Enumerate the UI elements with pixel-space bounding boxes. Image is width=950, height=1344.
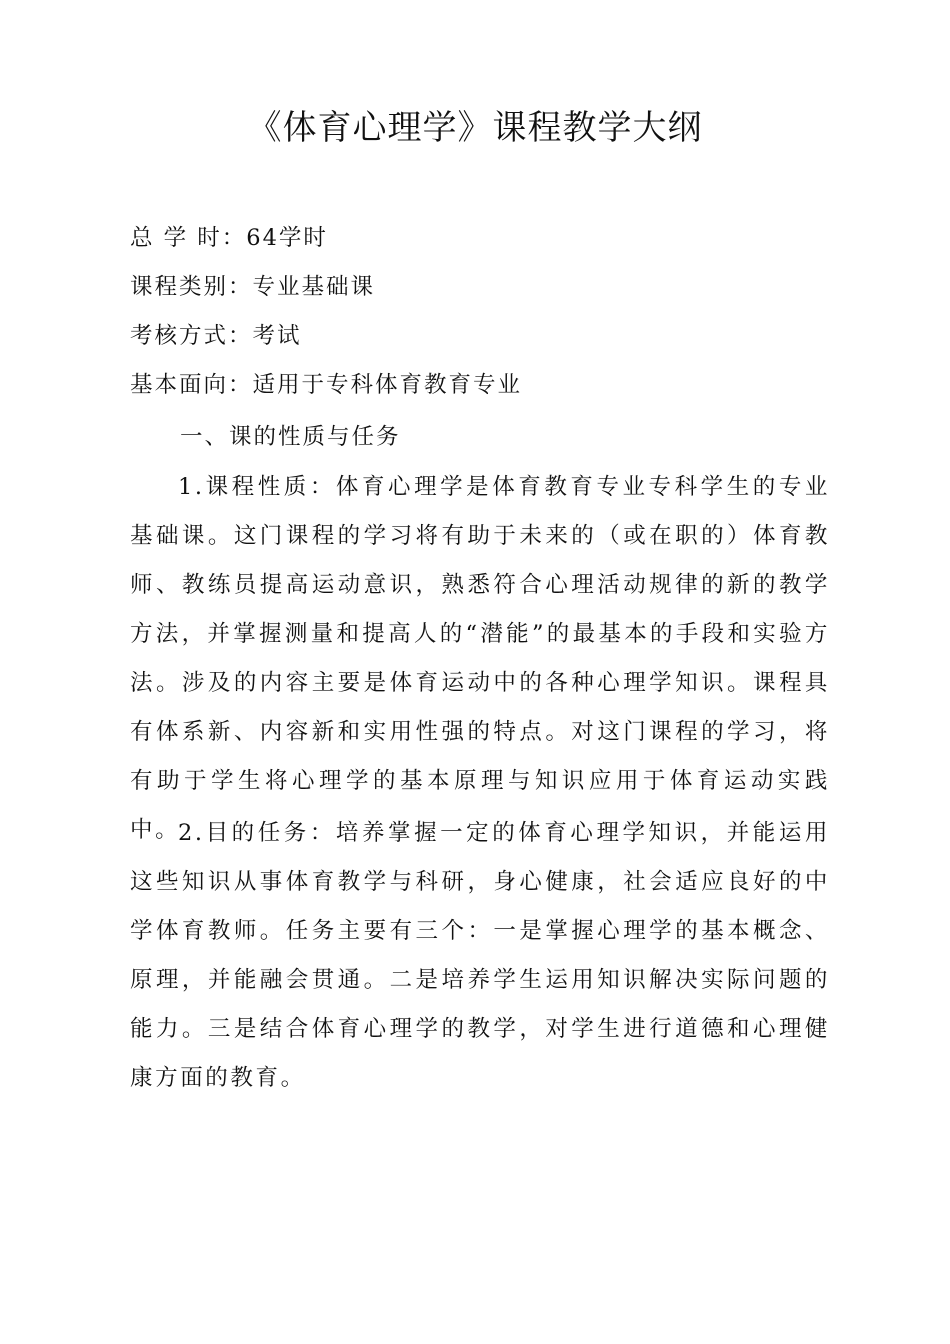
document-title: 《体育心理学》课程教学大纲 (247, 108, 703, 148)
meta-course-category: 课程类别：专业基础课 (130, 274, 376, 300)
course-meta (130, 214, 830, 410)
meta-target-audience: 基本面向：适用于专科体育教育专业 (130, 372, 523, 398)
section-heading: 一、课的性质与任务 (180, 424, 401, 450)
paragraph-course-nature: 1.课程性质：体育心理学是体育教育专业专科学生的专业基础课。这门课程的学习将有助于未来的（或在职的）体育教师、教练员提高运动意识，熟悉符合心理活动规律的新的教学方法，并掌握测量和提高人的“潜能”的最基本的手段和实验方法。涉及的内容主要是体育运动中的各种心理学知识。课程具有体系新、内容新和实用性强的特点。对这门课程的学习，将有助于学生将心理学的基本原理与知识应用于体育运动实践中。 (130, 474, 830, 843)
paragraph-objectives: 2.目的任务：培养掌握一定的体育心理学知识，并能运用这些知识从事体育教学与科研，身心健康，社会适应良好的中学体育教师。任务主要有三个：一是掌握心理学的基本概念、原理，并能融会贯通。二是培养学生运用知识解决实际问题的能力。三是结合体育心理学的教学，对学生进行道德和心理健康方面的教育。 (130, 820, 830, 1091)
meta-total-hours: 总 学 时：64学时 (130, 225, 328, 251)
meta-assessment-method: 考核方式：考试 (130, 323, 302, 349)
